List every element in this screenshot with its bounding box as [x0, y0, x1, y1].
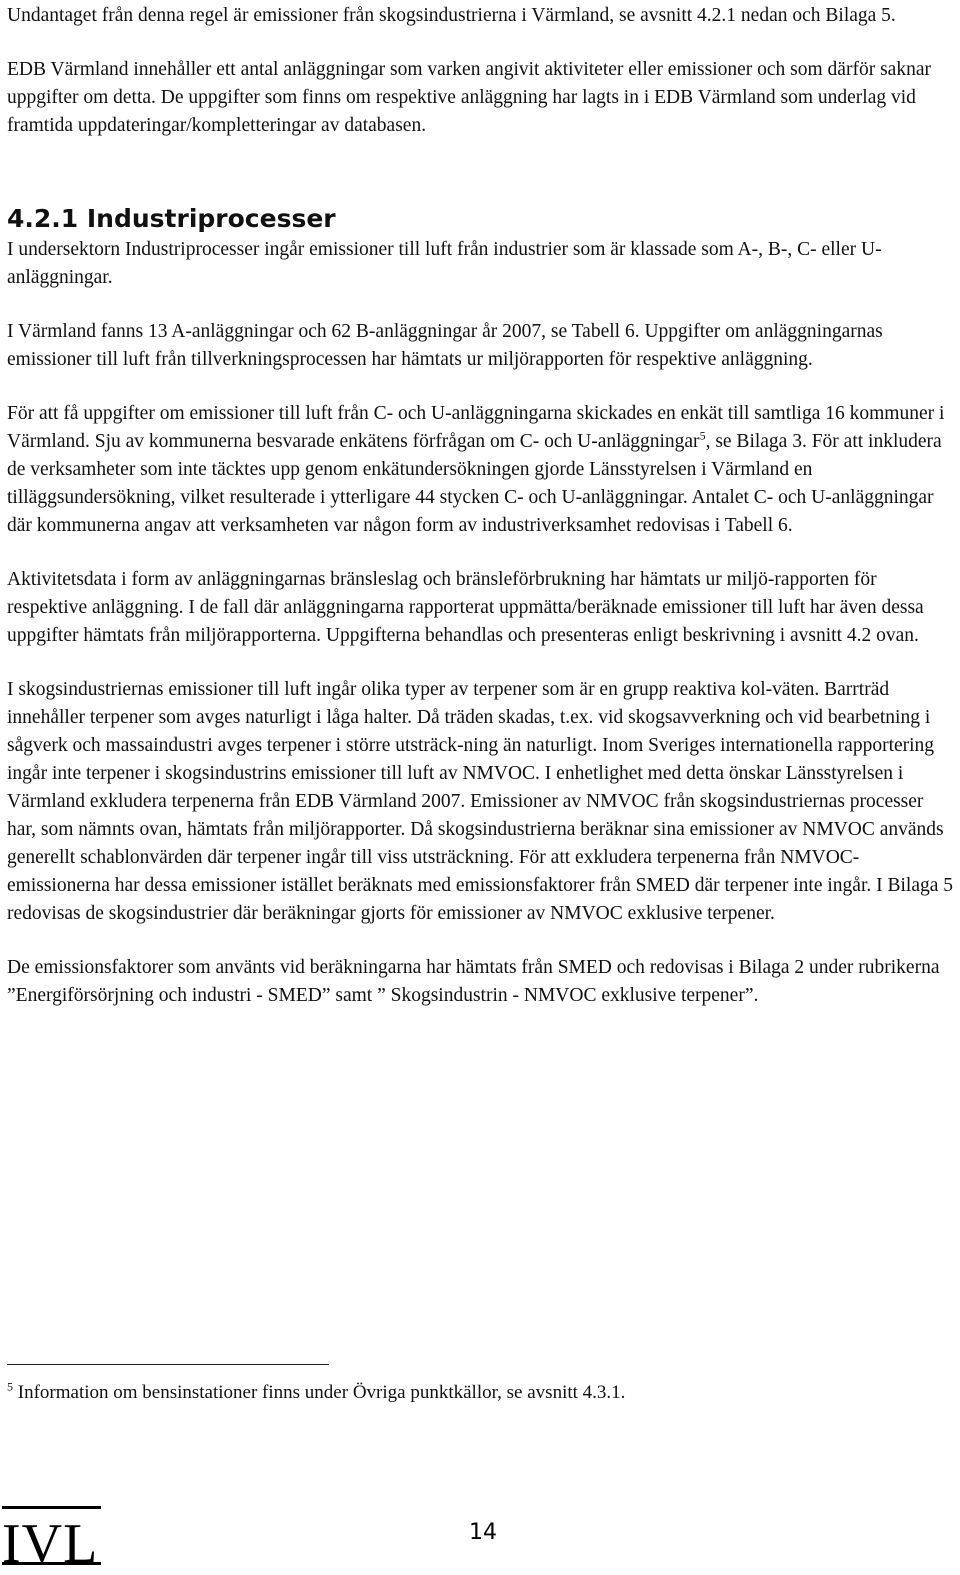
logo-rule-top	[2, 1506, 101, 1509]
footnote-separator	[7, 1364, 329, 1365]
footnote	[7, 1380, 625, 1406]
section-body	[7, 236, 953, 1010]
section-paragraph-2: I Värmland fanns 13 A-anläggningar och 62 B-anläggningar år 2007, se Tabell 6. Uppgifter om anläggningarnas emissioner till luft från tillverkningsprocessen har hämtats ur miljörapporten för respektive anläggning.	[7, 321, 883, 370]
footnote-text: Information om bensinstationer finns under Övriga punktkällor, se avsnitt 4.3.1.	[13, 1382, 626, 1403]
footnote-number: 5	[7, 1379, 13, 1394]
section-heading: 4.2.1 Industriprocesser	[7, 204, 336, 233]
section-paragraph-4: Aktivitetsdata i form av anläggningarnas bränsleslag och bränsleförbrukning har hämtats ur miljö-rapporten för respektive anläggning. I de fall där anläggningarna rapporterat uppmätta/beräknade emissioner till luft har även dessa uppgifter hämtats från miljörapporterna. Uppgifterna behandlas och presenteras enligt beskrivning i avsnitt 4.2 ovan.	[7, 569, 924, 646]
intro-paragraph-2: EDB Värmland innehåller ett antal anläggningar som varken angivit aktiviteter eller emissioner och som därför saknar uppgifter om detta. De uppgifter som finns om respektive anläggning har lagts in i EDB Värmland som underlag vid framtida uppdateringar/kompletteringar av databasen.	[7, 59, 931, 136]
footnote-reference: 5	[699, 428, 706, 443]
logo-rule-bottom	[2, 1562, 101, 1565]
intro-paragraph-1: Undantaget från denna regel är emissioner från skogsindustrierna i Värmland, se avsnitt 4.2.1 nedan och Bilaga 5.	[7, 5, 896, 26]
section-paragraph-5: I skogsindustriernas emissioner till luft ingår olika typer av terpener som är en grupp reaktiva kol-väten. Barrträd innehåller terpener som avges naturligt i låga halter. Då träden skadas, t.ex. vid skogsavverkning och vid bearbetning i sågverk och massaindustri avges terpener i större utsträck-ning än naturligt. Inom Sveriges internationella rapportering ingår inte terpener i skogsindustrins emissioner till luft av NMVOC. I enhetlighet med detta önskar Länsstyrelsen i Värmland exkludera terpenerna från EDB Värmland 2007. Emissioner av NMVOC från skogsindustriernas processer har, som nämnts ovan, hämtats från miljörapporter. Då skogsindustrierna beräknar sina emissioner av NMVOC används generellt schablonvärden där terpener ingår till viss utsträckning. För att exkludera terpenerna från NMVOC-emissionerna har dessa emissioner istället beräknats med emissionsfaktorer från SMED där terpener inte ingår. I Bilaga 5 redovisas de skogsindustrier där beräkningar gjorts för emissioner av NMVOC exklusive terpener.	[7, 679, 954, 924]
section-paragraph-6: De emissionsfaktorer som använts vid beräkningarna har hämtats från SMED och redovisas i Bilaga 2 under rubrikerna ”Energiförsörjning och industri - SMED” samt ” Skogsindustrin - NMVOC exklusive terpener”.	[7, 957, 940, 1006]
paragraph-3-text-a: För att få uppgifter om emissioner till luft från C- och U-anläggningarna skickades en enkät till samtliga 16 kommuner i Värmland. Sju av kommunerna besvarade enkätens förfrågan om C- och U-anläggningar	[7, 403, 945, 452]
section-paragraph-1: I undersektorn Industriprocesser ingår emissioner till luft från industrier som är klassade som A-, B-, C- eller U-anläggningar.	[7, 239, 882, 288]
section-paragraph-3	[7, 400, 953, 540]
intro-section	[7, 2, 953, 140]
page-footer	[0, 1500, 960, 1575]
ivl-logo: IVL	[2, 1513, 99, 1575]
paragraph-3-text-b: , se Bilaga 3. För att inkludera de verksamheter som inte täcktes upp genom enkätundersökningen gjorde Länsstyrelsen i Värmland en tilläggsundersökning, vilket resulterade i ytterligare 44 stycken C- och U-anläggningar. Antalet C- och U-anläggningar där kommunerna angav att verksamheten var någon form av industriverksamhet redovisas i Tabell 6.	[7, 431, 942, 536]
page-number: 14	[469, 1520, 497, 1545]
